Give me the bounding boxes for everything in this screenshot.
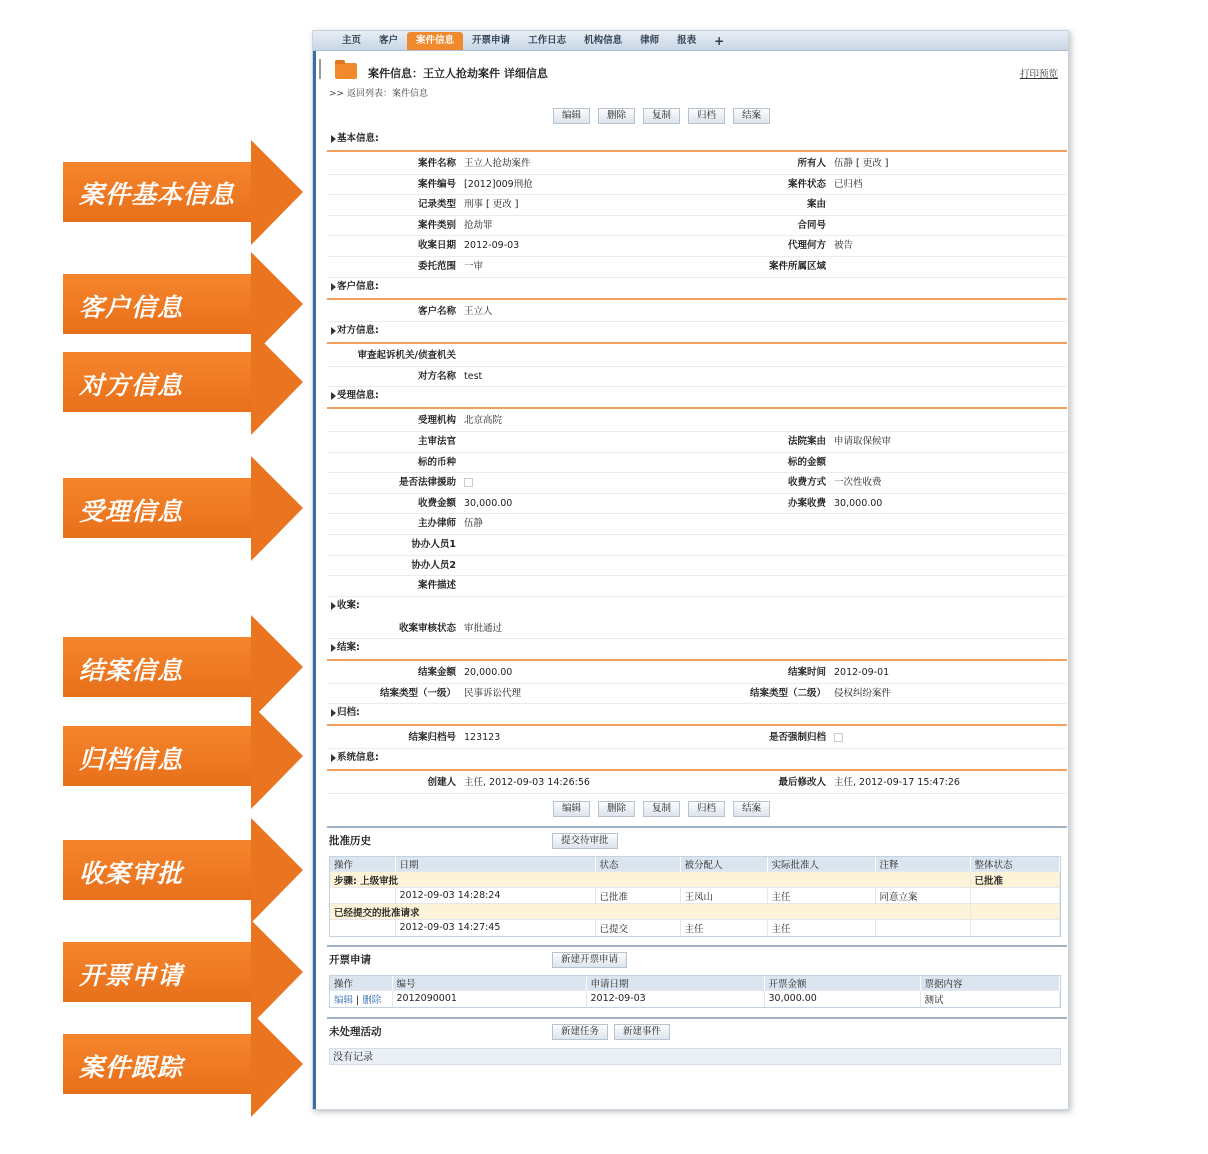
annotation-arrow-tracking [63, 1012, 303, 1117]
no-records-row: 没有记录 [329, 1048, 1061, 1065]
annotation-label: 案件跟踪 [79, 1053, 184, 1082]
acceptance-rows [313, 411, 1068, 596]
field-row: 主审法官 法院案由 申请取保候审 [327, 432, 1067, 453]
table-row: 2012-09-03 14:28:24 已批准 王凤山 主任 同意立案 [330, 888, 1060, 904]
tab-org[interactable]: 机构信息 [584, 35, 623, 46]
field-row: 案件编号 [2012]009刑抢 案件状态 已归档 [327, 175, 1067, 196]
field-row: 记录类型 刑事 [ 更改 ] 案由 [327, 195, 1067, 216]
tab-reports[interactable]: 报表 [677, 35, 697, 46]
tab-lawyers[interactable]: 律师 [640, 35, 660, 46]
table-row: 步骤: 上级审批 已批准 [330, 872, 1060, 888]
annotation-label: 客户信息 [79, 293, 184, 322]
approval-history-header [327, 830, 1067, 852]
annotation-arrow-invoice [63, 920, 303, 1025]
field-row: 案件类别 抢劫罪 合同号 [327, 216, 1067, 237]
field-row: 结案金额 20,000.00 结案时间 2012-09-01 [327, 663, 1067, 684]
invoice-delete-link[interactable]: 删除 [362, 994, 382, 1006]
field-row: 结案类型（一级） 民事诉讼代理 结案类型（二级） 侵权纠纷案件 [327, 684, 1067, 705]
section-basic-title[interactable]: 基本信息: [313, 130, 1068, 148]
field-row: 协办人员2 [327, 556, 1067, 577]
section-client-title[interactable]: 客户信息: [313, 278, 1068, 296]
page-title: 案件信息：王立人抢劫案件 详细信息 [368, 67, 548, 80]
section-acceptance-title[interactable]: 受理信息: [313, 387, 1068, 405]
field-row: 结案归档号 123123 是否强制归档 [327, 728, 1067, 749]
tab-invoice[interactable]: 开票申请 [472, 35, 511, 46]
submit-approval-button[interactable]: 提交待审批 [552, 833, 618, 849]
annotation-arrow-archive [63, 704, 303, 809]
section-opponent-title[interactable]: 对方信息: [313, 322, 1068, 340]
section-archive-title[interactable]: 归档: [313, 704, 1068, 722]
field-row: 收费金额 30,000.00 办案收费 30,000.00 [327, 494, 1067, 515]
invoice-table: 操作 编号 申请日期 开票金额 票据内容 编辑 | 删除 2012090001 2012-09-03 30,000.00 测试 [329, 975, 1061, 1008]
approval-history-title: 批准历史 [329, 835, 371, 848]
delete-button[interactable]: 删除 [598, 801, 635, 817]
add-tab-button[interactable]: + [714, 34, 725, 48]
archive-button[interactable]: 归档 [688, 801, 725, 817]
section-intake-title[interactable]: 收案: [313, 597, 1068, 615]
annotation-arrow-acceptance [63, 456, 303, 561]
invoice-edit-link[interactable]: 编辑 [334, 994, 354, 1006]
annotation-label: 对方信息 [79, 371, 184, 400]
collapse-icon[interactable] [319, 59, 323, 79]
tab-home[interactable]: 主页 [342, 35, 362, 46]
field-row: 受理机构 北京高院 [327, 411, 1067, 432]
app-window [312, 30, 1069, 1110]
page-header [313, 51, 1068, 103]
activities-header [327, 1021, 1067, 1043]
tab-clients[interactable]: 客户 [379, 35, 399, 46]
invoice-title: 开票申请 [329, 954, 371, 967]
edit-button[interactable]: 编辑 [553, 108, 590, 124]
field-row: 收案日期 2012-09-03 代理何方 被告 [327, 236, 1067, 257]
print-preview-link[interactable]: 打印预览 [1019, 69, 1058, 80]
edit-button[interactable]: 编辑 [553, 801, 590, 817]
force-archive-checkbox [834, 733, 843, 742]
annotation-arrow-basic [63, 140, 303, 245]
activities-title: 未处理活动 [329, 1026, 382, 1039]
field-row: 客户名称 王立人 [327, 302, 1067, 323]
close-case-button[interactable]: 结案 [733, 801, 770, 817]
close-case-button[interactable]: 结案 [733, 108, 770, 124]
folder-icon [335, 63, 357, 79]
new-event-button[interactable]: 新建事件 [614, 1024, 670, 1040]
table-row: 编辑 | 删除 2012090001 2012-09-03 30,000.00 测试 [330, 991, 1060, 1007]
annotation-label: 归档信息 [79, 745, 184, 774]
annotation-arrow-approval [63, 818, 303, 923]
field-row: 协办人员1 [327, 535, 1067, 556]
annotation-label: 受理信息 [79, 497, 184, 526]
basic-info-rows [313, 154, 1068, 278]
annotation-arrow-opponent [63, 330, 303, 435]
top-action-buttons [313, 105, 1068, 127]
section-system-title[interactable]: 系统信息: [313, 749, 1068, 767]
field-row: 是否法律援助 收费方式 一次性收费 [327, 473, 1067, 494]
field-row: 创建人 主任, 2012-09-03 14:26:56 最后修改人 主任, 2012-09-17 15:47:26 [327, 773, 1067, 794]
table-row: 已经提交的批准请求 [330, 904, 1060, 920]
annotation-label: 收案审批 [79, 859, 184, 888]
bottom-action-buttons [313, 798, 1068, 820]
breadcrumb[interactable]: >> 返回列表：案件信息 [329, 89, 428, 99]
table-row: 2012-09-03 14:27:45 已提交 主任 主任 [330, 920, 1060, 936]
new-invoice-button[interactable]: 新建开票申请 [552, 952, 627, 968]
invoice-header [327, 949, 1067, 971]
annotation-label: 结案信息 [79, 656, 184, 685]
field-row: 审查起诉机关/侦查机关 [327, 346, 1067, 367]
field-row: 主办律师 伍静 [327, 514, 1067, 535]
top-nav-tabs [313, 31, 1068, 51]
field-row: 案件名称 王立人抢劫案件 所有人 伍静 [ 更改 ] [327, 154, 1067, 175]
copy-button[interactable]: 复制 [643, 801, 680, 817]
tab-worklog[interactable]: 工作日志 [528, 35, 567, 46]
legal-aid-checkbox [464, 478, 473, 487]
delete-button[interactable]: 删除 [598, 108, 635, 124]
section-closing-title[interactable]: 结案: [313, 639, 1068, 657]
field-row: 委托范围 一审 案件所属区域 [327, 257, 1067, 278]
field-row: 标的币种 标的金额 [327, 453, 1067, 474]
field-row: 案件描述 [327, 576, 1067, 597]
copy-button[interactable]: 复制 [643, 108, 680, 124]
field-row: 对方名称 test [327, 367, 1067, 388]
archive-button[interactable]: 归档 [688, 108, 725, 124]
tab-cases[interactable]: 案件信息 [407, 32, 463, 50]
annotation-label: 开票申请 [79, 961, 184, 990]
approval-history-table: 操作 日期 状态 被分配人 实际批准人 注释 整体状态 步骤: 上级审批 已批准 2012-09-03 14:28:24 已批准 王凤山 主任 同意立案 已经提交的批准请求 2012-09-03 14:27:45 已提交 主任 主任 [329, 856, 1061, 937]
annotation-label: 案件基本信息 [79, 180, 236, 209]
new-task-button[interactable]: 新建任务 [552, 1024, 608, 1040]
field-row: 收案审核状态 审批通过 [327, 619, 1067, 640]
